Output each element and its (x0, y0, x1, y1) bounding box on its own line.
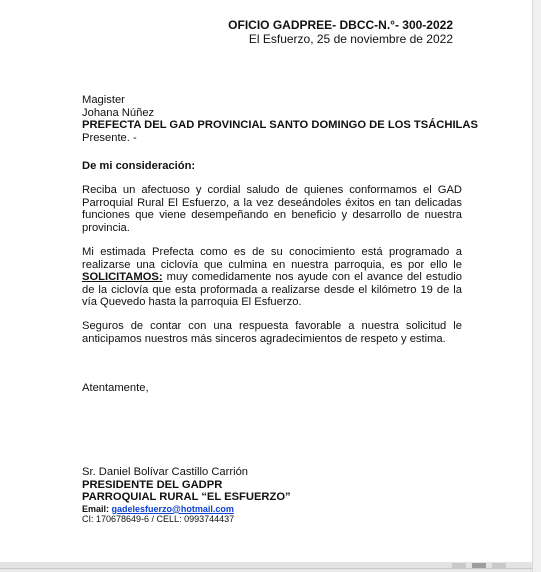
email-link[interactable]: gadelesfuerzo@hotmail.com (111, 503, 234, 514)
salutation: De mi consideración: (82, 160, 196, 172)
signer-role-1: PRESIDENTE DEL GADPR (82, 478, 223, 491)
signer-email-line (82, 504, 462, 514)
oficio-number: OFICIO GADPREE- DBCC-N.°- 300-2022 (228, 18, 453, 32)
signer-role-2: PARROQUIAL RURAL “EL ESFUERZO” (82, 491, 291, 504)
web-layout-button[interactable] (492, 563, 506, 568)
vertical-scrollbar[interactable] (532, 0, 541, 572)
read-mode-button[interactable] (452, 563, 466, 568)
paragraph-closing: Seguros de contar con una respuesta favorable a nuestra solicitud le anticipamos nuestros más sinceros agradecimientos de respeto y estima. (82, 320, 462, 345)
signer-name: Sr. Daniel Bolívar Castillo Carrión (82, 466, 249, 478)
request-text-after: muy comedidamente nos ayude con el avance del estudio de la ciclovía que esta proformada a realizarse desde el kilómetro 19 de la vía Quevedo hasta la parroquia El Esfuerzo. (82, 271, 462, 309)
place-date: El Esfuerzo, 25 de noviembre de 2022 (248, 32, 453, 46)
recipient-title: Magister (82, 94, 125, 106)
signer-contact: CI: 170678649-6 / CELL: 0993744437 (82, 513, 235, 524)
recipient-name: Johana Núñez (82, 106, 155, 119)
recipient-presente: Presente. - (82, 131, 137, 144)
print-layout-button[interactable] (472, 563, 486, 568)
request-text-before: Mi estimada Prefecta como es de su conocimiento está programado a realizarse una ciclovía que culmina en nuestra parroquia, es por ello le (82, 246, 462, 271)
status-bar (0, 562, 533, 568)
letter-header (228, 18, 453, 46)
closing: Atentamente, (82, 382, 149, 394)
paragraph-request (82, 246, 462, 309)
recipient-block (82, 94, 478, 144)
recipient-position: PREFECTA DEL GAD PROVINCIAL SANTO DOMINGO DE LOS TSÁCHILAS (82, 119, 478, 132)
paragraph-greeting: Reciba un afectuoso y cordial saludo de quienes conformamos el GAD Parroquial Rural El Esfuerzo, a la vez deseándoles éxitos en tan delicadas funciones que viene desempeñando en beneficio y desarrollo de nuestra provincia. (82, 184, 462, 234)
email-label: Email: (82, 503, 110, 514)
request-emphasis: SOLICITAMOS: (82, 271, 163, 284)
signature-block (82, 466, 462, 524)
